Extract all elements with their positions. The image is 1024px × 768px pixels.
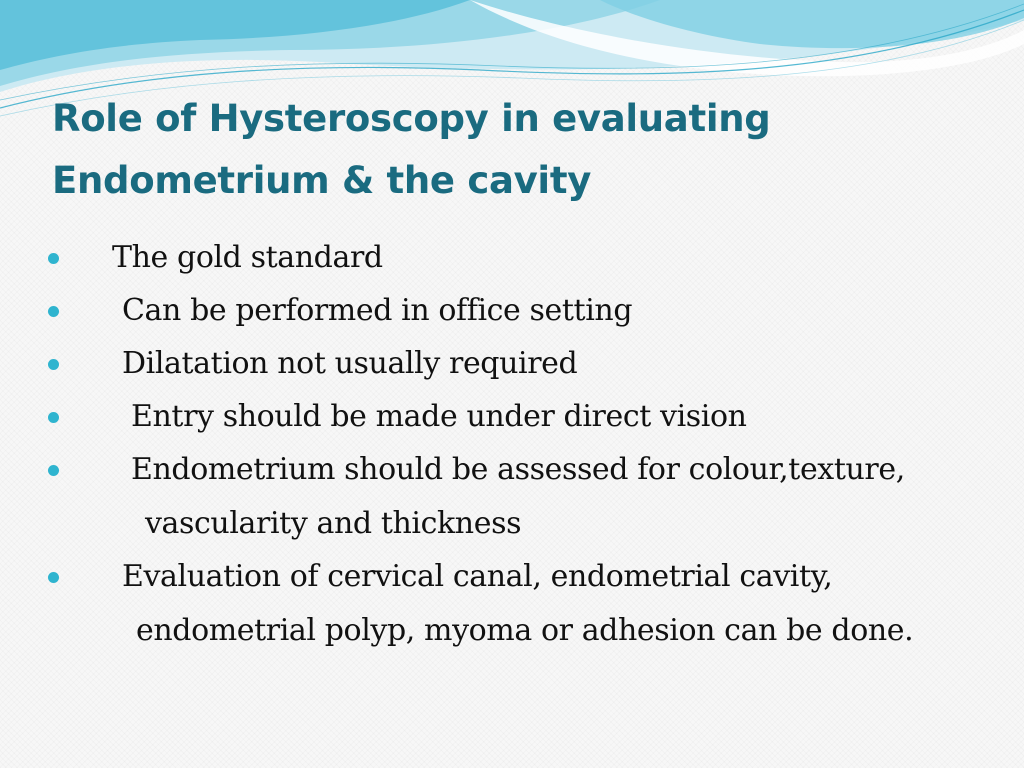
- bullet-dot-icon: [48, 306, 59, 317]
- bullet-text-continuation: vascularity and thickness: [145, 506, 522, 541]
- bullet-dot-icon: [48, 412, 59, 423]
- bullet-text: Evaluation of cervical canal, endometrial cavity,: [122, 559, 833, 594]
- bullet-dot-icon: [48, 359, 59, 370]
- slide-title-line-1: Role of Hysteroscopy in evaluating: [52, 97, 771, 140]
- bullet-text: The gold standard: [112, 240, 383, 275]
- bullet-text: Dilatation not usually required: [122, 346, 578, 381]
- bullet-dot-icon: [48, 572, 59, 583]
- bullet-text: Can be performed in office setting: [122, 293, 633, 328]
- bullet-text: Endometrium should be assessed for colour,texture,: [131, 452, 905, 487]
- bullet-dot-icon: [48, 465, 59, 476]
- bullet-text-continuation: endometrial polyp, myoma or adhesion can be done.: [136, 613, 914, 648]
- bullet-dot-icon: [48, 253, 59, 264]
- slide-title-line-2: Endometrium & the cavity: [52, 159, 592, 202]
- bullet-text: Entry should be made under direct vision: [131, 399, 747, 434]
